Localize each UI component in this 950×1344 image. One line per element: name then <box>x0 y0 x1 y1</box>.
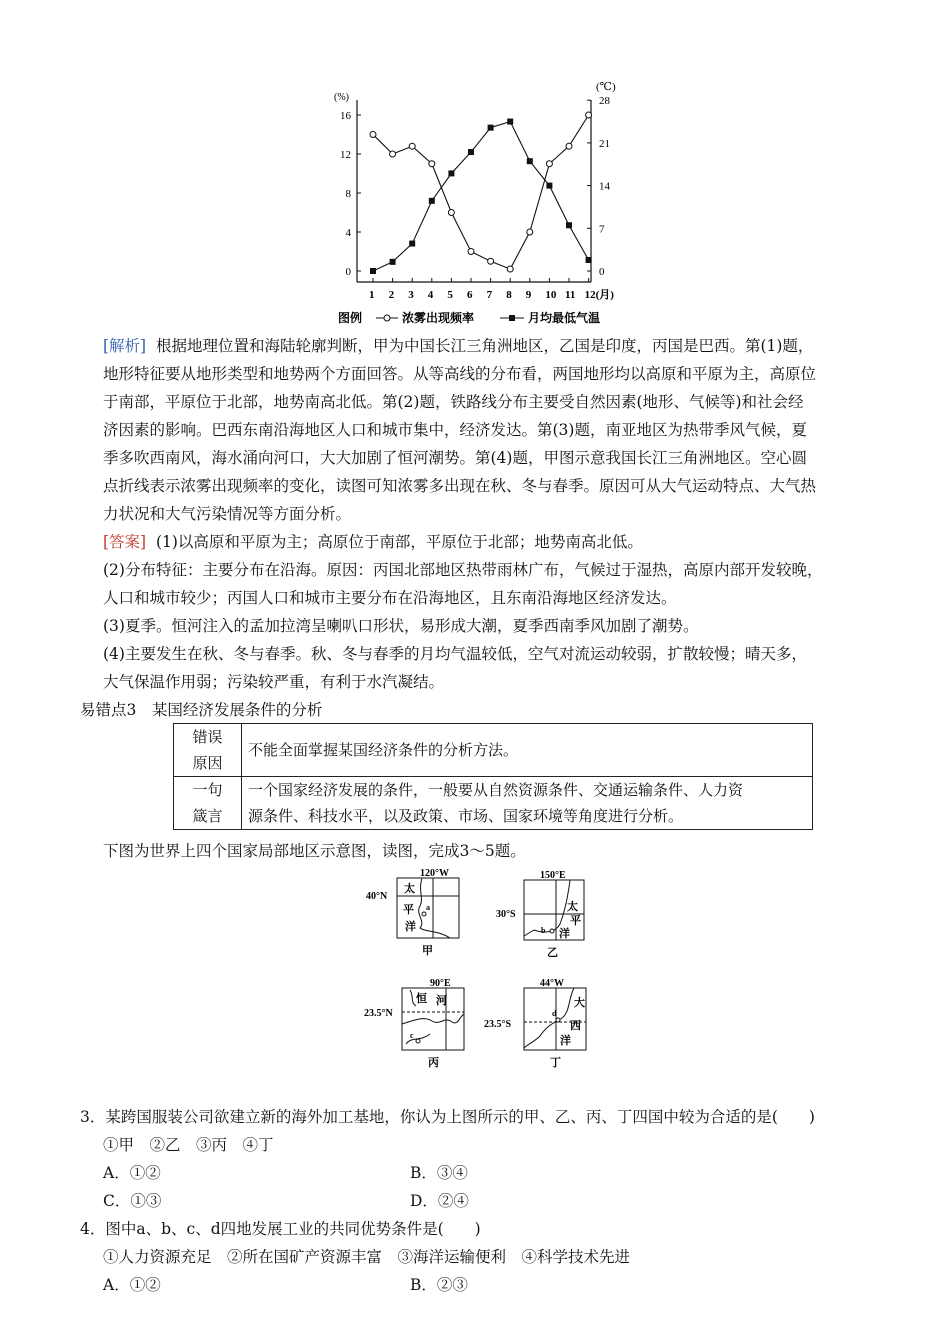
answer-line-3: (3)夏季。恒河注入的孟加拉湾呈喇叭口形状，易形成大潮，夏季西南季风加剧了潮势。 <box>103 617 699 635</box>
map-yi-sea-0: 太 <box>567 901 578 913</box>
right-tick-label: 14 <box>599 180 610 193</box>
map-ding-lon: 44°W <box>540 978 564 989</box>
analysis-line-6: 力状况和大气污染情况等方面分析。 <box>103 505 352 523</box>
fog-frequency-point <box>448 210 454 216</box>
legend-fog-label: 浓雾出现频率 <box>402 311 475 325</box>
min-temp-point <box>586 257 592 263</box>
map-jia-sea-2: 洋 <box>405 921 416 933</box>
table-row <box>174 777 813 830</box>
fog-frequency-line <box>373 115 589 269</box>
min-temp-point <box>468 149 474 155</box>
min-temp-point <box>488 125 494 131</box>
table-row <box>174 724 813 777</box>
question-3-options: ①甲 ②乙 ③丙 ④丁 <box>103 1136 274 1154</box>
map-bing-river-0: 恒 <box>416 993 427 1005</box>
fog-frequency-point <box>586 112 592 118</box>
left-tick-label: 4 <box>345 227 351 239</box>
min-temp-line <box>373 122 589 271</box>
map-jia-point <box>422 912 426 916</box>
map-jia-sea-1: 平 <box>403 904 414 916</box>
x-tick-label: 8 <box>506 289 512 301</box>
question-3-choice-d[interactable]: D．②④ <box>410 1192 469 1210</box>
map-jia-caption: 甲 <box>422 945 433 957</box>
left-tick-label: 8 <box>345 188 351 200</box>
min-temp-point <box>527 158 533 164</box>
x-tick-label: 2 <box>388 289 395 301</box>
right-tick-label: 28 <box>599 95 610 108</box>
four-country-maps <box>360 866 600 1088</box>
question-3-choice-b[interactable]: B．③④ <box>410 1164 468 1182</box>
legend-temp-label: 月均最低气温 <box>528 311 601 325</box>
min-temp-point <box>448 170 454 176</box>
map-bing-caption: 丙 <box>428 1057 439 1069</box>
map-ding-sea-0: 大 <box>574 997 585 1009</box>
tip-table <box>173 723 813 830</box>
answer-text: (1)以高原和平原为主；高原位于南部，平原位于北部；地势南高北低。 <box>155 533 643 551</box>
fog-frequency-point <box>409 143 415 149</box>
map-yi-lon: 150°E <box>540 870 566 881</box>
map-bing-river-1: 河 <box>436 995 447 1007</box>
right-axis-unit: (℃) <box>596 82 616 93</box>
fog-frequency-point <box>566 143 572 149</box>
left-tick-label: 0 <box>345 266 351 278</box>
min-temp-point <box>566 222 572 228</box>
fog-frequency-point <box>527 229 533 235</box>
fog-frequency-point <box>390 151 396 157</box>
answer-line-2: 人口和城市较少；丙国人口和城市主要分布在沿海地区，且东南沿海地区经济发达。 <box>103 589 677 607</box>
map-ding-point <box>556 1018 560 1022</box>
fog-frequency-point <box>507 266 513 272</box>
answer-line-0 <box>103 531 643 553</box>
map-bing-lat: 23.5°N <box>364 1008 393 1019</box>
min-temp-point <box>507 119 513 125</box>
map-yi-point-label: b <box>541 926 546 935</box>
table-head: 一句 箴言 <box>174 777 242 830</box>
left-tick-label: 16 <box>340 110 351 122</box>
map-ding-point-label: d <box>552 1009 557 1018</box>
map-bing-lon: 90°E <box>430 978 451 989</box>
right-tick-label: 0 <box>599 266 605 278</box>
fog-frequency-point <box>429 161 435 167</box>
map-yi-lat: 30°S <box>496 909 516 920</box>
question-3-choice-c[interactable]: C．①③ <box>103 1192 162 1210</box>
answer-line-1: (2)分布特征：主要分布在沿海。原因：丙国北部地区热带雨林广布，气候过于湿热，高原内部开发较晚， <box>103 561 823 579</box>
map-jia-point-label: a <box>426 903 430 912</box>
question-4-stem: 4．图中a、b、c、d四地发展工业的共同优势条件是( ) <box>80 1220 481 1238</box>
section-title: 易错点3 某国经济发展条件的分析 <box>80 701 323 719</box>
x-tick-label: 1 <box>369 289 375 301</box>
legend-temp-marker <box>509 315 515 321</box>
min-temp-point <box>390 259 396 265</box>
fog-temperature-chart <box>330 82 630 332</box>
answer-line-4: (4)主要发生在秋、冬与春季。秋、冬与春季的月均气温较低，空气对流运动较弱，扩散较慢；晴天多， <box>103 645 807 663</box>
question-4-choice-a[interactable]: A．①② <box>103 1276 161 1294</box>
analysis-line-4: 季多吹西南风，海水涌向河口，大大加剧了恒河潮势。第(4)题，甲图示意我国长江三角洲地区。空心圆 <box>103 449 807 467</box>
map-bing-coast <box>402 1014 464 1024</box>
left-axis-unit: (%) <box>334 92 349 103</box>
table-head: 错误 原因 <box>174 724 242 777</box>
question-4-choice-b[interactable]: B．②③ <box>410 1276 468 1294</box>
fog-frequency-point <box>546 161 552 167</box>
fog-frequency-point <box>370 132 376 138</box>
analysis-text: 根据地理位置和海陆轮廓判断，甲为中国长江三角洲地区，乙国是印度，丙国是巴西。第(1)题， <box>155 337 814 355</box>
answer-tag: [答案] <box>103 533 147 551</box>
map-yi-point <box>550 929 554 933</box>
map-jia-lat: 40°N <box>366 891 388 902</box>
fog-frequency-point <box>488 258 494 264</box>
analysis-line-5: 点折线表示浓雾出现频率的变化，读图可知浓雾多出现在秋、冬与春季。原因可从大气运动特点、大气热 <box>103 477 817 495</box>
x-tick-label: 5 <box>447 289 453 301</box>
analysis-line-2: 于南部，平原位于北部，地势南高北低。第(2)题，铁路线分布主要受自然因素(地形、气候等)和社会经 <box>103 393 804 411</box>
map-jia-lon: 120°W <box>420 868 449 879</box>
map-ding-sea-1: 西 <box>570 1020 581 1032</box>
x-tick-label: 7 <box>486 289 493 301</box>
map-ding-sea-2: 洋 <box>560 1035 571 1047</box>
map-bing-point-label: c <box>410 1031 414 1040</box>
analysis-line-3: 济因素的影响。巴西东南沿海地区人口和城市集中，经济发达。第(3)题，南亚地区为热带季风气候，夏 <box>103 421 807 439</box>
x-tick-label: 4 <box>427 289 434 301</box>
question-4-options: ①人力资源充足 ②所在国矿产资源丰富 ③海洋运输便利 ④科学技术先进 <box>103 1248 631 1266</box>
analysis-line-1: 地形特征要从地形类型和地势两个方面回答。从等高线的分布看，两国地形均以高原和平原为主，高原位 <box>103 365 817 383</box>
right-tick-label: 21 <box>599 137 610 150</box>
map-jia-coast <box>419 878 450 938</box>
map-yi-caption: 乙 <box>547 947 558 959</box>
answer-line-5: 大气保温作用弱；污染较严重，有利于水汽凝结。 <box>103 673 445 691</box>
legend-fog-marker <box>384 315 390 321</box>
map-yi-sea-2: 洋 <box>559 928 570 940</box>
min-temp-point <box>370 268 376 274</box>
x-tick-label: 3 <box>408 289 414 301</box>
left-tick-label: 12 <box>340 149 351 161</box>
map-ding-caption: 丁 <box>550 1057 561 1069</box>
x-tick-label: 10 <box>545 289 557 301</box>
table-cell: 一个国家经济发展的条件，一般要从自然资源条件、交通运输条件、人力资 源条件、科技水平，以及政策、市场、国家环境等角度进行分析。 <box>242 777 813 830</box>
fog-frequency-point <box>468 249 474 255</box>
x-tick-label: 11 <box>565 289 576 301</box>
question-3-stem: 3．某跨国服装公司欲建立新的海外加工基地，你认为上图所示的甲、乙、丙、丁四国中较为合适的是( ) <box>80 1108 815 1126</box>
analysis-tag: [解析] <box>103 337 147 355</box>
legend-title: 图例 <box>338 311 363 325</box>
series-layer <box>370 112 592 274</box>
map-bing-point <box>416 1039 420 1043</box>
question-3-choice-a[interactable]: A．①② <box>103 1164 161 1182</box>
left-ticks <box>340 110 361 278</box>
table-cell: 不能全面掌握某国经济条件的分析方法。 <box>242 724 813 777</box>
map-yi-sea-1: 平 <box>570 915 581 927</box>
min-temp-point <box>409 241 415 247</box>
x-tick-label: 6 <box>467 289 473 301</box>
map-jia-sea-0: 太 <box>404 883 415 895</box>
min-temp-point <box>429 198 435 204</box>
min-temp-point <box>546 183 552 189</box>
map-ding-lat: 23.5°S <box>484 1019 512 1030</box>
right-tick-label: 7 <box>599 223 605 236</box>
x-tick-label: 12(月) <box>584 289 614 301</box>
analysis-line-0 <box>103 335 813 357</box>
section-intro: 下图为世界上四个国家局部地区示意图，读图，完成3～5题。 <box>103 842 526 860</box>
x-tick-label: 9 <box>525 289 532 301</box>
